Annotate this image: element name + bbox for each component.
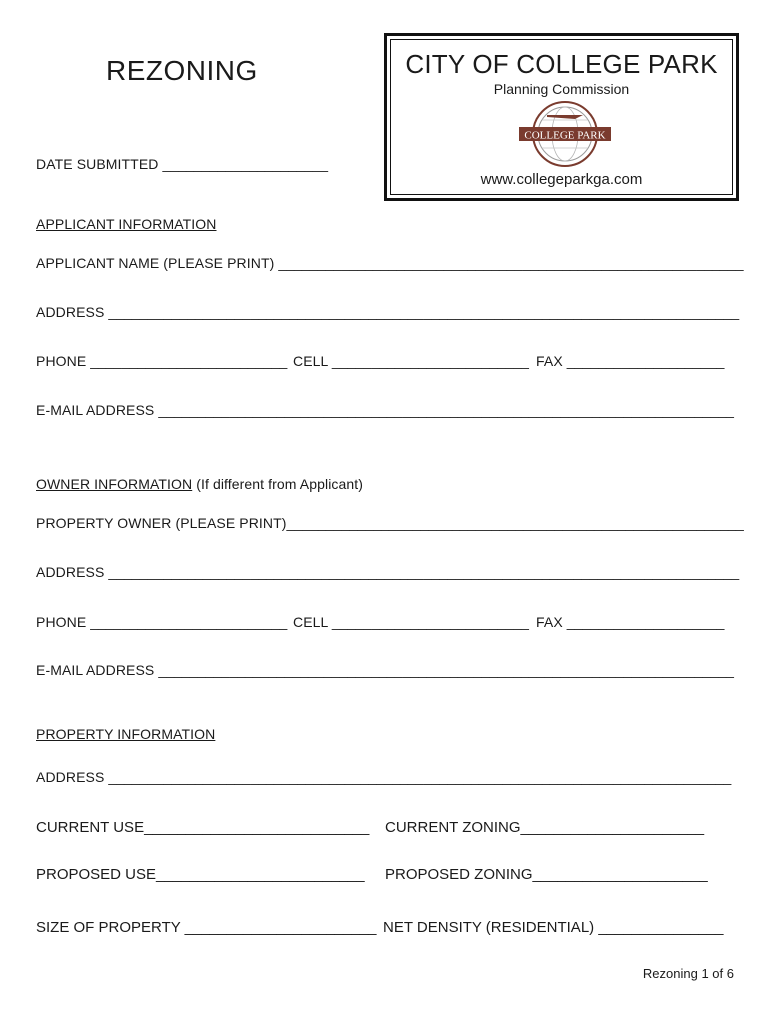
proposed-zoning-field[interactable]: PROPOSED ZONING_____________________	[385, 866, 708, 883]
owner-heading-note: (If different from Applicant)	[192, 476, 364, 492]
owner-address-field[interactable]: ADDRESS ________________________________________________________________________________	[36, 564, 740, 580]
city-header-inner	[390, 39, 733, 195]
owner-heading-label: OWNER INFORMATION	[36, 476, 193, 492]
owner-email-field[interactable]: E-MAIL ADDRESS _________________________________________________________________________	[36, 662, 735, 678]
applicant-section-heading: APPLICANT INFORMATION	[36, 216, 217, 232]
applicant-cell-field[interactable]: CELL _________________________	[293, 353, 530, 369]
net-density-field[interactable]: NET DENSITY (RESIDENTIAL) _______________	[383, 919, 724, 936]
current-zoning-field[interactable]: CURRENT ZONING______________________	[385, 819, 705, 836]
applicant-address-field[interactable]: ADDRESS ________________________________________________________________________________	[36, 304, 740, 320]
website-link[interactable]: www.collegeparkga.com	[480, 171, 643, 188]
property-owner-name-field[interactable]: PROPERTY OWNER (PLEASE PRINT)__________________________________________________________	[36, 515, 744, 531]
owner-phone-field[interactable]: PHONE _________________________	[36, 614, 288, 630]
owner-section-heading	[36, 476, 363, 492]
current-use-field[interactable]: CURRENT USE___________________________	[36, 819, 370, 836]
applicant-email-field[interactable]: E-MAIL ADDRESS _________________________________________________________________________	[36, 402, 735, 418]
seal-logo-text: COLLEGE PARK	[524, 129, 606, 142]
city-name: CITY OF COLLEGE PARK	[405, 49, 718, 79]
date-submitted-field[interactable]: DATE SUBMITTED _____________________	[36, 156, 329, 172]
property-address-field[interactable]: ADDRESS _______________________________________________________________________________	[36, 769, 732, 785]
applicant-name-field[interactable]: APPLICANT NAME (PLEASE PRINT) ___________________________________________________________	[36, 255, 744, 271]
property-size-field[interactable]: SIZE OF PROPERTY _______________________	[36, 919, 377, 936]
page-number-footer: Rezoning 1 of 6	[642, 966, 734, 981]
page-title: REZONING	[106, 55, 258, 86]
city-header-box	[384, 33, 739, 201]
owner-fax-field[interactable]: FAX ____________________	[536, 614, 725, 630]
applicant-fax-field[interactable]: FAX ____________________	[536, 353, 725, 369]
applicant-phone-field[interactable]: PHONE _________________________	[36, 353, 288, 369]
commission-name: Planning Commission	[493, 81, 630, 97]
property-section-heading: PROPERTY INFORMATION	[36, 726, 216, 742]
owner-cell-field[interactable]: CELL _________________________	[293, 614, 530, 630]
college-park-seal-logo	[513, 100, 617, 168]
proposed-use-field[interactable]: PROPOSED USE_________________________	[36, 866, 365, 883]
